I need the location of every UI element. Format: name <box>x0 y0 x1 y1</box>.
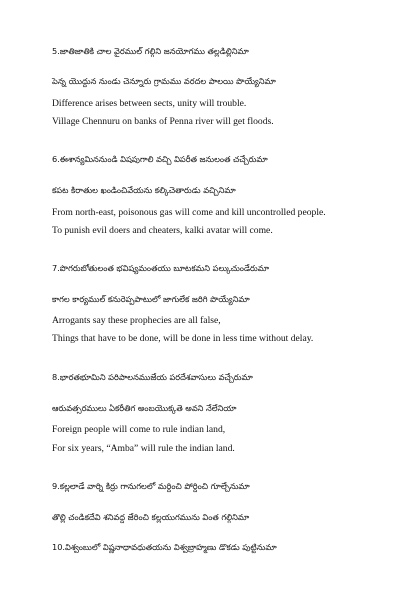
verse-5-english-line-2: Village Chennuru on banks of Penna river will get floods. <box>52 116 274 127</box>
verse-7-english-line-2: Things that have to be done, will be done in less time without delay. <box>52 333 314 344</box>
verse-8-heading: 8.భారతభూమిని పరిపాలనముజేయ పరదేశవాసులు వచ్చేరుమా <box>52 372 253 382</box>
verse-8-telugu-line: ఆరువత్సరములు ఏకరీతిగ అంబయొక్కతె అవని నేలేనియా <box>52 403 237 413</box>
verse-9-heading: 9.కల్లలాడే వార్ని కిర్రు గానుగలలో మర్దించి పోర్దించి గూల్చేనుమా <box>52 481 250 491</box>
verse-5-english-line-1: Difference arises between sects, unity will trouble. <box>52 98 247 109</box>
verse-9-telugu-line: తొల్లి చండికదేవి శనివద్ద జేరించి కల్లయుగమును వింత గల్గినిమా <box>52 512 250 522</box>
verse-6-english-line-1: From north-east, poisonous gas will come and kill uncontrolled people. <box>52 207 326 218</box>
verse-6-telugu-line: కపట కిరాతుల ఖండించివేయను కల్కిచెతారుడు వచ్చినిమా <box>52 185 236 195</box>
verse-8-english-line-2: For six years, “Amba” will rule the indian land. <box>52 443 235 454</box>
verse-7-telugu-line: కాగల కార్యముల్ కనురెప్పపాటులో జాగులేక జరిగి పొయ్యేనిమా <box>52 294 250 304</box>
verse-10-heading: 10.విశ్వంబులో విష్ణనాధావధుతయను విశ్వబ్రాహ్మణు డొకడు పుట్టినుమా <box>52 542 277 552</box>
verse-6-english-line-2: To punish evil doers and cheaters, kalki avatar will come. <box>52 225 273 236</box>
verse-8-english-line-1: Foreign people will come to rule indian land, <box>52 424 226 435</box>
verse-7-english-line-1: Arrogants say these prophecies are all false, <box>52 315 221 326</box>
verse-7-heading: 7.పొగరుబోతులంత భవిష్యమంతయు బూటకమని పల్కుచుండేరుమా <box>52 263 269 273</box>
verse-5-telugu-line: పెన్న యొద్దున నుండు చెన్నూరు గ్రామము వరదల పాలయి పొయ్యేనిమా <box>52 76 276 86</box>
verse-6-heading: 6.ఈశాన్యమిననుండి విషపుగాలి వచ్చి విపరీత జనులంత చచ్చేరుమా <box>52 154 268 164</box>
verse-5-heading: 5.జాతిజాతికి చాల వైరముల్ గల్గిని జనయోగము తల్లడిల్లినిమా <box>52 46 249 56</box>
